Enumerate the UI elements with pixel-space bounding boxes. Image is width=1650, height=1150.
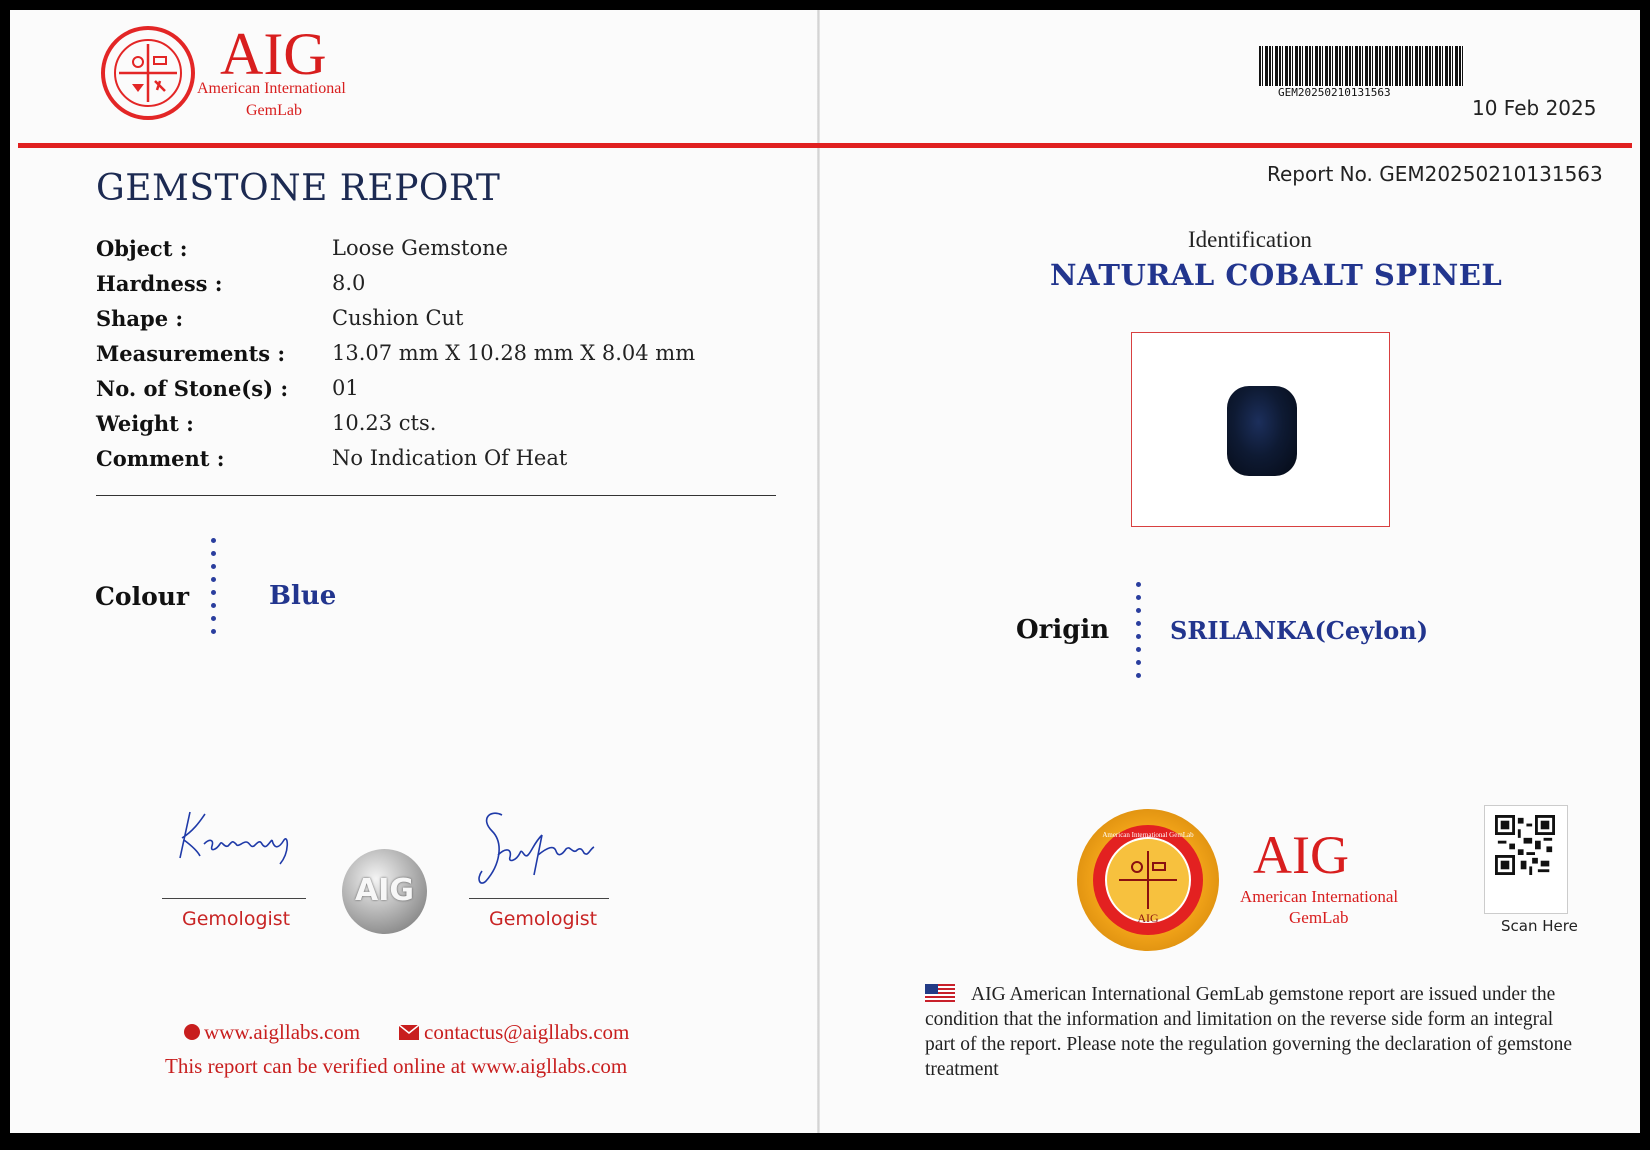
qr-caption: Scan Here: [1501, 917, 1578, 935]
envelope-icon: [399, 1025, 419, 1040]
barcode: [1259, 46, 1465, 86]
report-number: Report No. GEM20250210131563: [1267, 162, 1603, 186]
right-signature-line: [469, 898, 609, 899]
detail-label-shape: Shape :: [96, 306, 184, 331]
detail-label-weight: Weight :: [96, 411, 194, 436]
center-fold: [817, 10, 820, 1133]
email-link[interactable]: [399, 1020, 629, 1045]
detail-label-object: Object :: [96, 236, 188, 261]
certificate-sheet: [10, 10, 1640, 1133]
details-divider: [96, 495, 776, 496]
right-signature: [472, 805, 622, 890]
header-rule: [18, 143, 1632, 148]
brand-line2-right: GemLab: [1289, 908, 1349, 927]
left-signature-line: [162, 898, 306, 899]
left-gemologist-label: Gemologist: [182, 908, 291, 930]
website-text: www.aigllabs.com: [204, 1020, 361, 1044]
qr-code-icon[interactable]: [1495, 815, 1555, 875]
aig-emblem-icon: [101, 26, 195, 120]
detail-value-weight: 10.23 cts.: [332, 411, 437, 435]
detail-value-comment: No Indication Of Heat: [332, 446, 568, 470]
colour-value: Blue: [269, 581, 337, 611]
gold-seal-icon: [1077, 809, 1219, 951]
globe-icon: [184, 1024, 200, 1040]
seal-arc-text: American International GemLab: [1102, 831, 1194, 839]
detail-label-comment: Comment :: [96, 446, 225, 471]
verify-note: This report can be verified online at www.aigllabs.com: [165, 1054, 628, 1078]
identification-name: NATURAL COBALT SPINEL: [1050, 258, 1503, 292]
disclaimer-text: AIG American International GemLab gemstone report are issued under the condition that the information and limitation on the reverse side form an integral part of the report. Please note the regulation governing the declaration of gemstone treatment: [925, 984, 1573, 1080]
hologram-seal-icon: [342, 849, 427, 934]
report-title: GEMSTONE REPORT: [96, 168, 501, 209]
detail-label-hardness: Hardness :: [96, 271, 223, 296]
identification-label: Identification: [1188, 227, 1312, 252]
origin-dotted-separator: [1136, 582, 1142, 686]
email-text: contactus@aigllabs.com: [424, 1020, 630, 1044]
detail-value-object: Loose Gemstone: [332, 236, 509, 260]
barcode-text: GEM20250210131563: [1278, 86, 1391, 99]
report-date: 10 Feb 2025: [1472, 96, 1597, 120]
detail-value-hardness: 8.0: [332, 271, 366, 295]
seal-text: AIG: [1137, 911, 1159, 925]
detail-value-shape: Cushion Cut: [332, 306, 464, 330]
brand-line2: GemLab: [246, 102, 302, 119]
colour-dotted-separator: [211, 538, 217, 642]
detail-label-measurements: Measurements :: [96, 341, 286, 366]
brand-line1-right: American International: [1240, 887, 1399, 906]
detail-label-stones: No. of Stone(s) :: [96, 376, 289, 401]
detail-value-stones: 01: [332, 376, 359, 400]
brand-logo-text-right: AIG: [1253, 825, 1349, 885]
hologram-text: AIG: [354, 873, 414, 908]
origin-value: SRILANKA(Ceylon): [1170, 616, 1429, 645]
right-gemologist-label: Gemologist: [489, 908, 598, 930]
left-signature: [170, 800, 310, 870]
colour-label: Colour: [95, 582, 190, 611]
detail-value-measurements: 13.07 mm X 10.28 mm X 8.04 mm: [332, 341, 696, 365]
origin-label: Origin: [1016, 615, 1110, 645]
brand-line1: American International: [197, 80, 346, 97]
website-link[interactable]: [184, 1020, 360, 1045]
gemstone-image: [1227, 386, 1297, 476]
brand-logo-text: AIG: [220, 21, 327, 87]
